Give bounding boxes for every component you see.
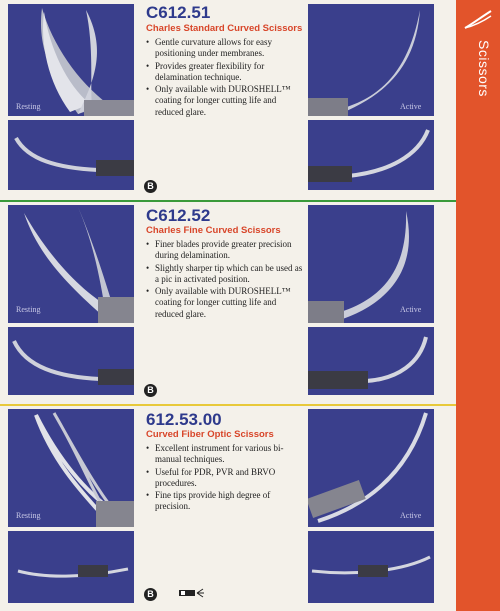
product-2-resting-photo bbox=[8, 205, 134, 323]
feature-item: • Excellent instrument for various bi-manual techniques. bbox=[146, 443, 306, 466]
active-label: Active bbox=[400, 511, 422, 520]
product-1-active-side-photo bbox=[308, 120, 434, 190]
feature-item: • Gentle curvature allows for easy positioning under membranes. bbox=[146, 37, 306, 60]
feature-item: • Slightly sharper tip which can be used as a pic in activated position. bbox=[146, 263, 306, 286]
product-1-name: Charles Standard Curved Scissors bbox=[146, 23, 303, 34]
product-3-resting-photo bbox=[8, 409, 134, 527]
section-divider bbox=[0, 200, 456, 202]
feature-item: • Only available with DUROSHELL™ coating for longer cutting life and reduced glare. bbox=[146, 286, 306, 320]
product-3-resting-side-photo bbox=[8, 531, 134, 603]
light-pipe-icon bbox=[179, 588, 205, 598]
product-2-name: Charles Fine Curved Scissors bbox=[146, 225, 281, 236]
product-2-active-side-photo bbox=[308, 327, 434, 395]
resting-label: Resting bbox=[16, 511, 41, 520]
product-2-active-photo bbox=[308, 205, 434, 323]
product-2-features bbox=[146, 239, 306, 321]
section-tab bbox=[456, 0, 500, 611]
active-label: Active bbox=[400, 305, 422, 314]
feature-item: • Only available with DUROSHELL™ coating for longer cutting life and reduced glare. bbox=[146, 84, 306, 118]
product-2-badge: B bbox=[144, 384, 157, 397]
product-1-badge: B bbox=[144, 180, 157, 193]
section-label: Scissors bbox=[476, 40, 492, 97]
product-1-resting-side-photo bbox=[8, 120, 134, 190]
section-divider bbox=[0, 404, 456, 406]
product-1-features bbox=[146, 37, 306, 119]
resting-label: Resting bbox=[16, 102, 41, 111]
product-3-active-side-photo bbox=[308, 531, 434, 603]
active-label: Active bbox=[400, 102, 422, 111]
product-3-active-photo bbox=[308, 409, 434, 527]
product-3-name: Curved Fiber Optic Scissors bbox=[146, 429, 274, 440]
product-2-resting-side-photo bbox=[8, 327, 134, 395]
product-2-code: C612.52 bbox=[146, 206, 211, 225]
feature-item: • Useful for PDR, PVR and BRVO procedures. bbox=[146, 467, 306, 490]
scissors-logo-icon bbox=[462, 6, 494, 34]
feature-item: • Finer blades provide greater precision during delamination. bbox=[146, 239, 306, 262]
product-1-resting-photo bbox=[8, 4, 134, 116]
product-3-badge: B bbox=[144, 588, 157, 601]
product-3-code: 612.53.00 bbox=[146, 410, 222, 429]
product-3-features bbox=[146, 443, 306, 514]
product-1-active-photo bbox=[308, 4, 434, 116]
feature-item: • Provides greater flexibility for delamination technique. bbox=[146, 61, 306, 84]
product-1-code: C612.51 bbox=[146, 3, 211, 22]
resting-label: Resting bbox=[16, 305, 41, 314]
feature-item: • Fine tips provide high degree of precision. bbox=[146, 490, 306, 513]
